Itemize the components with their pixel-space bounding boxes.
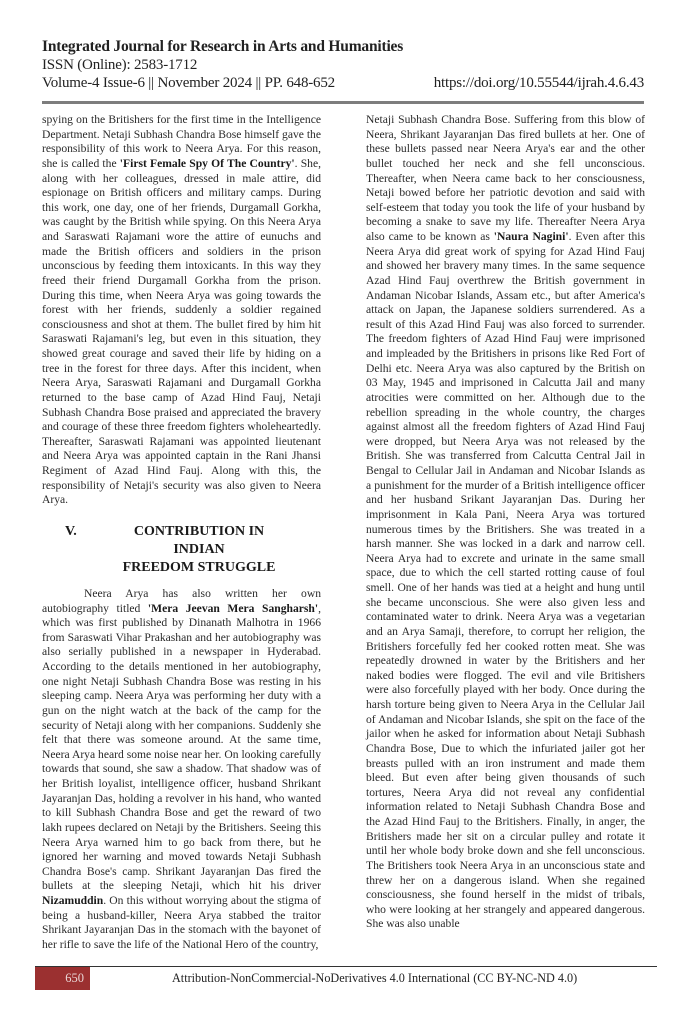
paragraph: Netaji Subhash Chandra Bose. Suffering from this blow of Neera, Shrikant Jayaranjan Das fired bullets at her. One of these bullets passed near Neera Arya's ear and the other bullet touched her neck and she fell unconscious. Thereafter, when Neera came back to her consciousness, Netaji bowed before her patriotic devotion and said with self-esteem that today you took the life of your husband by becoming a snake to save my life. Thereafter Neera Arya also came to be known as 'Naura Nagini'. Even after this Neera Arya did great work of spying for Azad Hind Fauj and showed her bravery many times. In the same sequence Azad Hind Fauj overthrew the British government in Andaman Nicobar Islands, Assam etc., but after America's attack on Japan, the Japanese soldiers surrendered. As a result of this Azad Hind Fauj was also forced to surrender. The freedom fighters of Azad Hind Fauj were imprisoned and impleaded by the Britishers in prisons like Red Fort of Delhi etc. Neera Arya was also captured by the British on 03 May, 1945 and imprisoned in Calcutta Jail and many atrocities were committed on her. Although due to the rebellion spreading in the whole country, the charges against almost all the freedom fighters of Azad Hind Fauj were dropped, but Neera Arya was not released by the British. She was transferred from Calcutta Central Jail in Bengal to Cellular Jail in Andaman and Nicobar Islands as a punishment for the murder of a British intelligence officer and her husband Srikant Jayaranjan Das. During her imprisonment in Kala Pani, Neera Arya was tortured numerous times by the Britishers. She was treated in a harsh manner. She was locked in a dark and narrow cell. Neera Arya had to excrete and urinate in the same small space, due to which the cell started rotting cause of foul smell. One of her hands was tied at a height and hung until she became unconscious. She were also given less and contaminated water to drink. Neera Arya was a vegetarian and an Arya Samaji, therefore, to corrupt her religion, the Britishers forcefully fed her cooked rotten meat. She was repeatedly drowned in water by the Britishers and her naked bodies were flogged. The evil and vile Britishers were also forcefully played with her body. Once during the harsh torture being given to Neera Arya in the Cellular Jail of Andaman and Nicobar Islands, she spit on the face of the jailor when he asked for information about Netaji Subhash Chandra Bose, Due to which the infuriated jailer got her breasts pulled with an iron instrument and made them bleed. But even after being given thousands of such tortures, Neera Arya did not reveal any confidential information related to Netaji Subhash Chandra Bose and the Azad Hind Fauj to the Britishers. Finally, in anger, the Britishers made her sit on a circular pulley and rotate it until her whole body broke down and she fell unconscious. The Britishers took Neera Arya in an unconscious state and threw her on a dangerous island. When she regained consciousness, she found herself in the midst of tribals, who were looking at her strangely and appeared dangerous. She was also unable bbox=[366, 113, 646, 931]
issn: ISSN (Online): 2583-1712 bbox=[42, 57, 198, 73]
footer-rule bbox=[35, 966, 657, 967]
journal-title: Integrated Journal for Research in Arts and Humanities bbox=[42, 38, 404, 55]
right-column bbox=[366, 113, 645, 932]
section-number: V. bbox=[65, 523, 77, 539]
doi-link[interactable]: https://doi.org/10.55544/ijrah.4.6.43 bbox=[433, 75, 644, 91]
paragraph: Neera Arya has also written her own autobiography titled 'Mera Jeevan Mera Sangharsh', which was first published by Dinanath Malhotra in 1966 from Saraswati Vihar Prakashan and her autobiography was also serially published in a newspaper in Hyderabad. According to the details mentioned in her autobiography, one night Netaji Subhash Chandra Bose was resting in his sleeping camp. Neera Arya was performing her duty with a gun on the night watch at the back of the camp for the security of Netaji along with her companions. Suddenly she felt that there was someone around. At the same time, Neera Arya heard some noise near her. On looking carefully towards that sound, she saw a shadow. That shadow was of her British loyalist, intelligence officer, husband Shrikant Jayaranjan Das, holding a revolver in his hand, who wanted to kill Subhash Chandra Bose and get the reward of two lakh rupees declared on Netaji by the Britishers. Seeing this Neera Arya warned him to go back from there, but he ignored her warning and moved towards Netaji Subhash Chandra Bose's camp. Shrikant Jayaranjan Das fired the bullets at the sleeping Netaji, which hit his driver Nizamuddin. On this without worrying about the stigma of being a husband-killer, Neera Arya stabbed the traitor Shrikant Jayaranjan Das in the stomach with the bayonet of her rifle to save the life of the National Hero of the country, bbox=[42, 586, 321, 951]
header-rule bbox=[42, 101, 644, 104]
page-header bbox=[42, 38, 652, 92]
bold-phrase: 'First Female Spy Of The Country' bbox=[119, 156, 295, 170]
bold-phrase: Nizamuddin bbox=[42, 894, 104, 907]
volume-row bbox=[42, 74, 644, 92]
section-title: CONTRIBUTION IN INDIAN FREEDOM STRUGGLE bbox=[122, 523, 276, 575]
license-text: Attribution-NonCommercial-NoDerivatives 4.0 International (CC BY-NC-ND 4.0) bbox=[172, 971, 578, 985]
bold-phrase: 'Mera Jeevan Mera Sangharsh' bbox=[147, 601, 319, 615]
left-column bbox=[42, 113, 321, 953]
section-heading bbox=[42, 523, 321, 577]
paragraph: spying on the Britishers for the first time in the Intelligence Department. Netaji Subhash Chandra Bose himself gave the responsibility of this work to Neera Arya. For this reason, she is called the 'First Female Spy Of The Country'. She, along with her colleagues, dressed in male attire, did espionage on British officers and military camps. During this work, one day, one of her friends, Durgamall Gorkha, was caught by the British while spying. On this Neera Arya and Saraswati Rajamani wore the attire of eunuchs and made the British officers and soldiers in the prison unconscious by feeding them intoxicants. In this way they freed their friend Durgamall Gorkha from the prison. During this time, when Neera Arya was going towards the forest with her friends, suddenly a soldier regained consciousness and shot at them. The bullet fired by him hit Saraswati Rajamani's leg, but even in this situation, they showed great courage and saved their life by hiding on a tree in the forest for three days. After this incident, when Neera Arya, Saraswati Rajamani and Durgamall Gorkha returned to the base camp of Azad Hind Fauj, Netaji Subhash Chandra Bose praised and appreciated the bravery and courage of these three freedom fighters wholeheartedly. Thereafter, Saraswati Rajamani was appointed lieutenant and Neera Arya was appointed captain in the Rani Jhansi Regiment of Azad Hind Fauj. Along with this, the responsibility of Netaji's security was also given to Neera Arya. bbox=[42, 113, 322, 507]
volume-info: Volume-4 Issue-6 || November 2024 || PP. 648-652 bbox=[42, 75, 335, 91]
page-number-badge: 650 bbox=[35, 967, 90, 990]
bold-phrase: 'Naura Nagini' bbox=[493, 230, 569, 243]
